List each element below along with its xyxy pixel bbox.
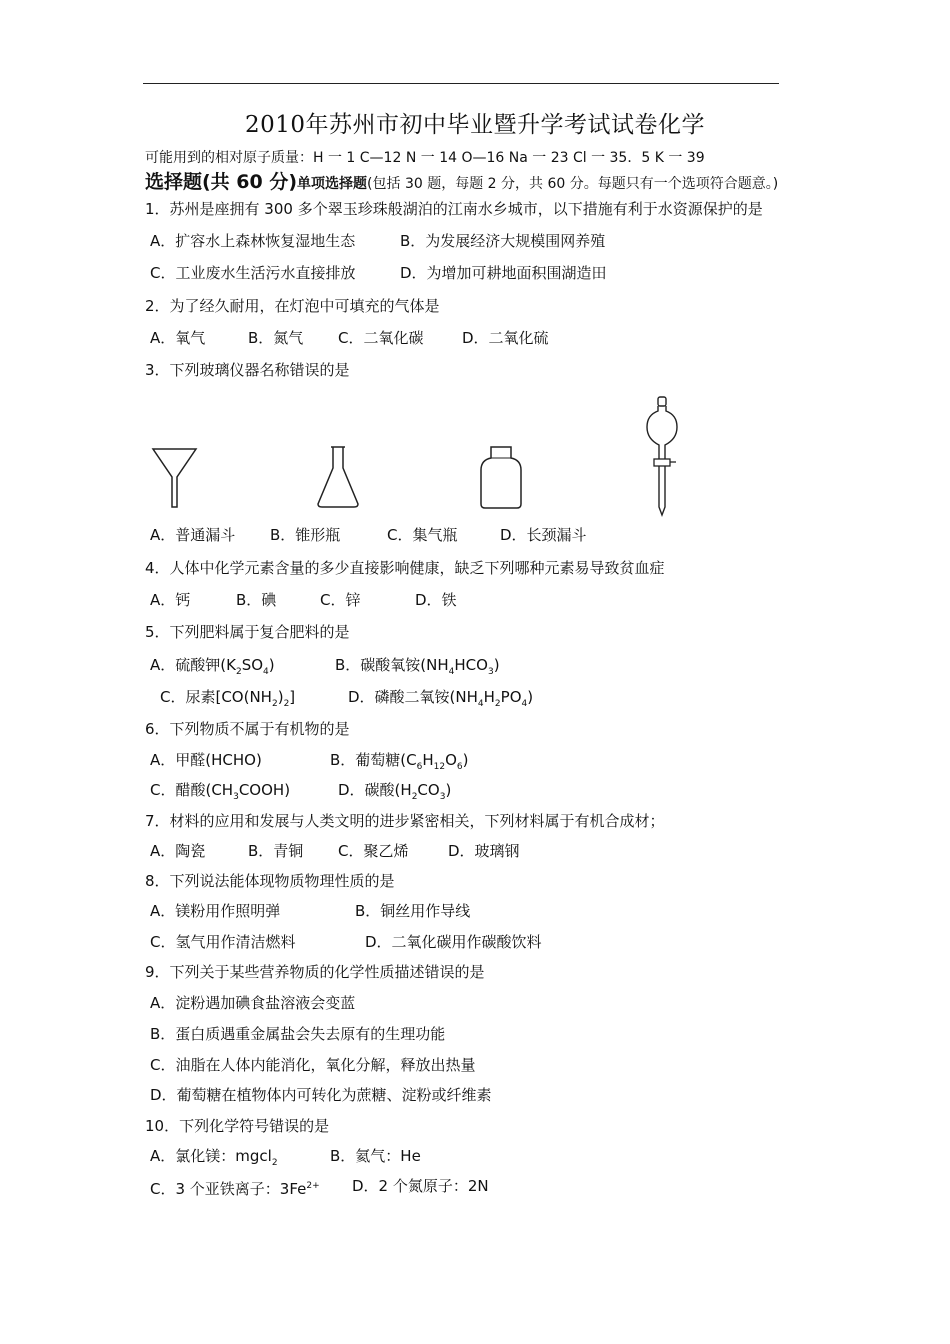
question-5-option-c: C．尿素$[CO(NH_2)_2]$ xyxy=(160,688,296,709)
funnel-icon xyxy=(150,445,200,510)
conical-flask-icon xyxy=(314,444,362,510)
question-4-stem: 4．人体中化学元素含量的多少直接影响健康，缺乏下列哪种元素易导致贫血症 xyxy=(145,559,665,577)
question-8-option-d: D．二氧化碳用作碳酸饮料 xyxy=(365,933,542,951)
question-1-option-a: A．扩容水上森林恢复湿地生态 xyxy=(150,232,356,250)
page-title: 2010年苏州市初中毕业暨升学考试试卷化学 xyxy=(244,112,706,138)
section-subtitle: 单项选择题 xyxy=(297,176,368,192)
question-1-option-c: C．工业废水生活污水直接排放 xyxy=(150,264,356,282)
question-2-option-d: D．二氧化硫 xyxy=(462,329,549,347)
question-9-option-c: C．油脂在人体内能消化，氧化分解，释放出热量 xyxy=(150,1056,476,1074)
question-1-option-b: B．为发展经济大规模围网养殖 xyxy=(400,232,606,250)
question-8-option-c: C．氢气用作清洁燃料 xyxy=(150,933,296,951)
question-3-option-a: A．普通漏斗 xyxy=(150,526,236,544)
question-8-option-a: A．镁粉用作照明弹 xyxy=(150,902,281,920)
question-4-option-d: D．铁 xyxy=(415,591,457,609)
question-5-option-d: D．磷酸二氧铵$(NH_4H_2PO_4)$ xyxy=(348,688,534,709)
question-4-option-c: C．锌 xyxy=(320,591,361,609)
header-rule xyxy=(143,83,779,84)
question-7-option-b: B．青铜 xyxy=(248,842,304,860)
question-10-option-a: A．氯化镁：mgcl$_2$ xyxy=(150,1147,278,1168)
section-title: 选择题(共 60 分) xyxy=(145,171,298,193)
question-9-option-d: D．葡萄糖在植物体内可转化为蔗糖、淀粉或纤维素 xyxy=(150,1086,492,1104)
question-5-option-b: B．碳酸氧铵$(NH_4HCO_3)$ xyxy=(335,656,500,677)
question-5-stem: 5．下列肥料属于复合肥料的是 xyxy=(145,623,350,641)
question-2-stem: 2．为了经久耐用，在灯泡中可填充的气体是 xyxy=(145,297,440,315)
question-3-stem: 3．下列玻璃仪器名称错误的是 xyxy=(145,361,350,379)
question-10-stem: 10．下列化学符号错误的是 xyxy=(145,1117,330,1135)
question-6-stem: 6．下列物质不属于有机物的是 xyxy=(145,720,350,738)
question-2-option-a: A．氧气 xyxy=(150,329,206,347)
question-5-option-a: A．硫酸钾$(K_2SO_4)$ xyxy=(150,656,275,677)
question-4-option-a: A．钙 xyxy=(150,591,191,609)
question-6-option-c: C．醋酸$(CH_3COOH)$ xyxy=(150,781,291,802)
question-1-option-d: D．为增加可耕地面积围湖造田 xyxy=(400,264,607,282)
question-9-stem: 9．下列关于某些营养物质的化学性质描述错误的是 xyxy=(145,963,485,981)
question-10-option-b: B．氦气：He xyxy=(330,1147,421,1165)
question-6-option-d: D．碳酸$(H_2CO_3)$ xyxy=(338,781,452,802)
question-3-option-b: B．锥形瓶 xyxy=(270,526,341,544)
question-8-stem: 8．下列说法能体现物质物理性质的是 xyxy=(145,872,395,890)
question-3-option-c: C．集气瓶 xyxy=(387,526,458,544)
question-7-option-a: A．陶瓷 xyxy=(150,842,206,860)
section-heading xyxy=(145,172,778,194)
question-8-option-b: B．铜丝用作导线 xyxy=(355,902,471,920)
separatory-funnel-icon xyxy=(645,395,679,517)
question-2-option-c: C．二氧化碳 xyxy=(338,329,424,347)
section-note: (包括 30 题，每题 2 分，共 60 分。每题只有一个选项符合题意。) xyxy=(367,176,779,192)
question-7-stem: 7．材料的应用和发展与人类文明的进步紧密相关，下列材料属于有机合成材； xyxy=(145,812,665,830)
question-7-option-c: C．聚乙烯 xyxy=(338,842,409,860)
question-7-option-d: D．玻璃钢 xyxy=(448,842,520,860)
question-6-option-a: A．甲醛(HCHO) xyxy=(150,751,262,769)
question-4-option-b: B．碘 xyxy=(236,591,277,609)
gas-bottle-icon xyxy=(478,444,524,510)
question-10-option-d: D．2 个氮原子：2N xyxy=(352,1177,489,1195)
question-3-option-d: D．长颈漏斗 xyxy=(500,526,587,544)
atomic-masses: 可能用到的相对原子质量：H 一 1 C—12 N 一 14 O—16 Na 一 23 Cl 一 35．5 K 一 39 xyxy=(145,150,705,166)
question-1-stem: 1．苏州是座拥有 300 多个翠玉珍珠般湖泊的江南水乡城市，以下措施有利于水资源保护的是 xyxy=(145,200,763,218)
question-2-option-b: B．氮气 xyxy=(248,329,304,347)
question-9-option-b: B．蛋白质遇重金属盐会失去原有的生理功能 xyxy=(150,1025,446,1043)
question-10-option-c: C．3 个亚铁离子：$3Fe^{2+}$ xyxy=(150,1180,320,1198)
question-6-option-b: B．葡萄糖$(C_6H_{12}O_6)$ xyxy=(330,751,469,772)
question-9-option-a: A．淀粉遇加碘食盐溶液会变蓝 xyxy=(150,994,356,1012)
